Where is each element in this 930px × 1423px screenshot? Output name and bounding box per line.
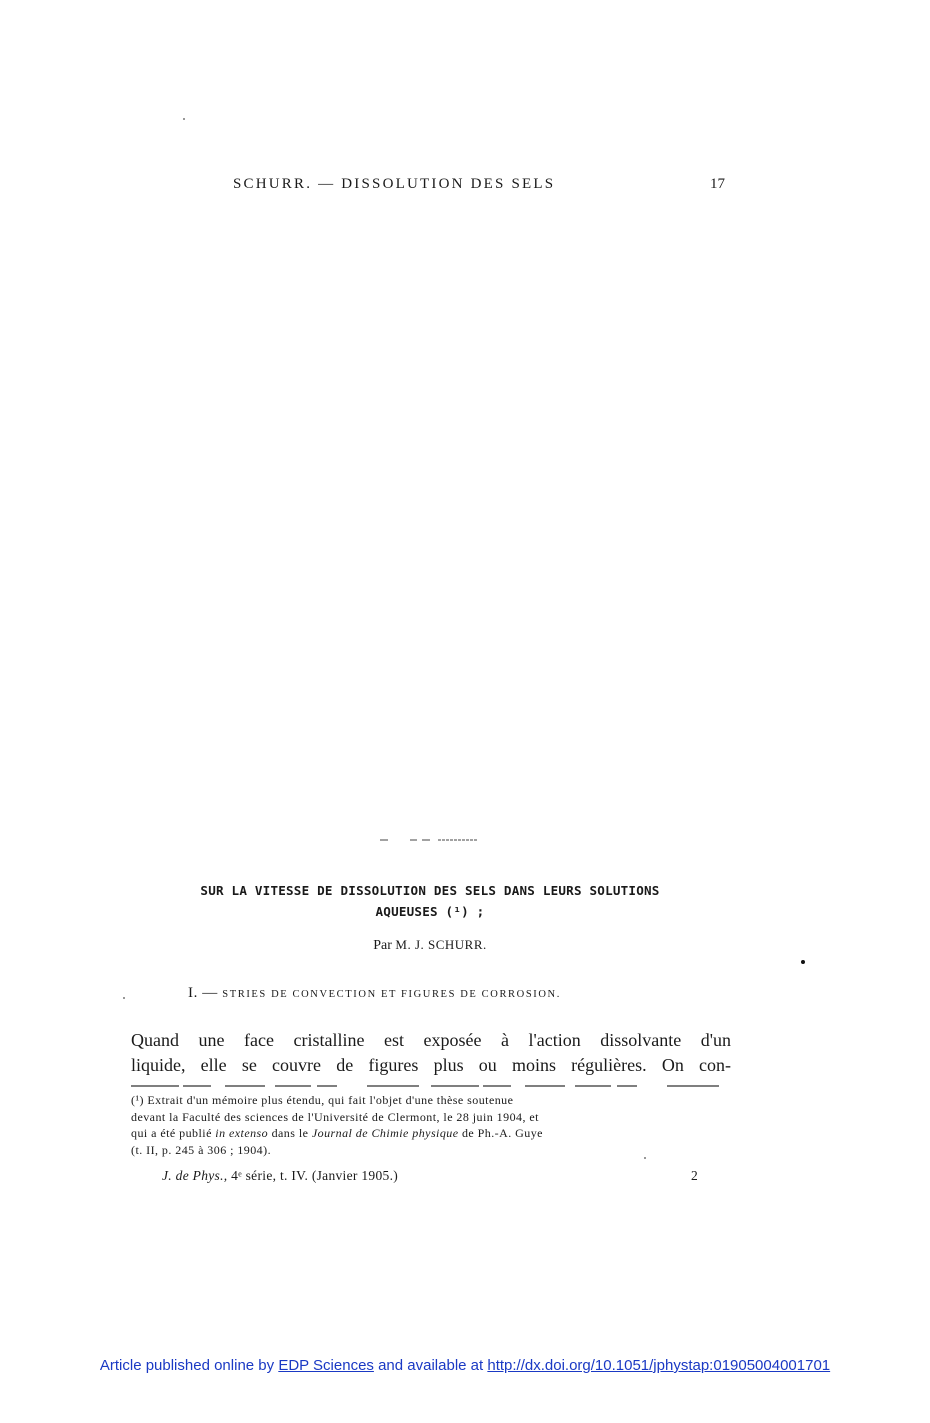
footnote-journal-title: Journal de Chimie physique	[311, 1126, 459, 1140]
section-title: STRIES DE CONVECTION ET FIGURES DE CORROSION.	[222, 989, 561, 1000]
scan-speck	[183, 118, 185, 120]
page-number: 17	[710, 176, 725, 192]
scan-speck	[644, 1157, 646, 1159]
footnote	[131, 1092, 733, 1158]
section-number: I. —	[188, 985, 218, 1001]
article-title-line-1: SUR LA VITESSE DE DISSOLUTION DES SELS DANS LEURS SOLUTIONS	[200, 883, 660, 898]
sheet-number: 2	[691, 1168, 698, 1183]
footnote-line-3	[131, 1125, 733, 1142]
footnote-text: qui a été publié	[131, 1126, 212, 1140]
journal-abbreviation: J. de Phys.,	[162, 1168, 228, 1183]
section-heading	[188, 985, 561, 1002]
publisher-notice-middle: and available at	[378, 1357, 484, 1374]
byline	[0, 937, 860, 954]
footnote-line-1: (¹) Extrait d'un mémoire plus étendu, qui fait l'objet d'une thèse soutenue	[131, 1093, 514, 1107]
footnote-text: dans le	[271, 1126, 309, 1140]
footnote-separator-rule	[131, 1083, 731, 1089]
article-title	[160, 880, 700, 922]
footnote-line-2: devant la Faculté des sciences de l'Université de Clermont, le 28 juin 1904, et	[131, 1109, 539, 1124]
body-line-1: Quand une face cristalline est exposée à l'action dissolvante d'un	[131, 1030, 731, 1050]
body-line-2: liquide, elle se couvre de figures plus ou moins régulières. On con-	[131, 1055, 731, 1075]
footnote-line-4: (t. II, p. 245 à 306 ; 1904).	[131, 1142, 272, 1157]
edp-sciences-link[interactable]: EDP Sciences	[278, 1357, 374, 1374]
scan-speck	[123, 997, 125, 999]
body-paragraph	[131, 1028, 731, 1078]
article-title-line-2: AQUEUSES (¹) ;	[375, 904, 485, 919]
title-separator-rule	[380, 836, 480, 844]
running-title: SCHURR. — DISSOLUTION DES SELS	[233, 176, 556, 192]
byline-author: M. J. SCHURR.	[395, 937, 487, 952]
journal-citation	[162, 1168, 398, 1184]
scan-speck	[801, 960, 805, 964]
doi-link[interactable]: http://dx.doi.org/10.1051/jphystap:01905004001701	[487, 1357, 831, 1374]
byline-prefix: Par	[373, 938, 392, 953]
publisher-notice	[0, 1357, 930, 1374]
publisher-notice-prefix: Article published online by	[99, 1357, 275, 1374]
footnote-text: de Ph.-A. Guye	[461, 1126, 543, 1140]
footnote-italic-phrase: in extenso	[215, 1126, 269, 1140]
journal-issue: 4ᵉ série, t. IV. (Janvier 1905.)	[231, 1168, 399, 1183]
